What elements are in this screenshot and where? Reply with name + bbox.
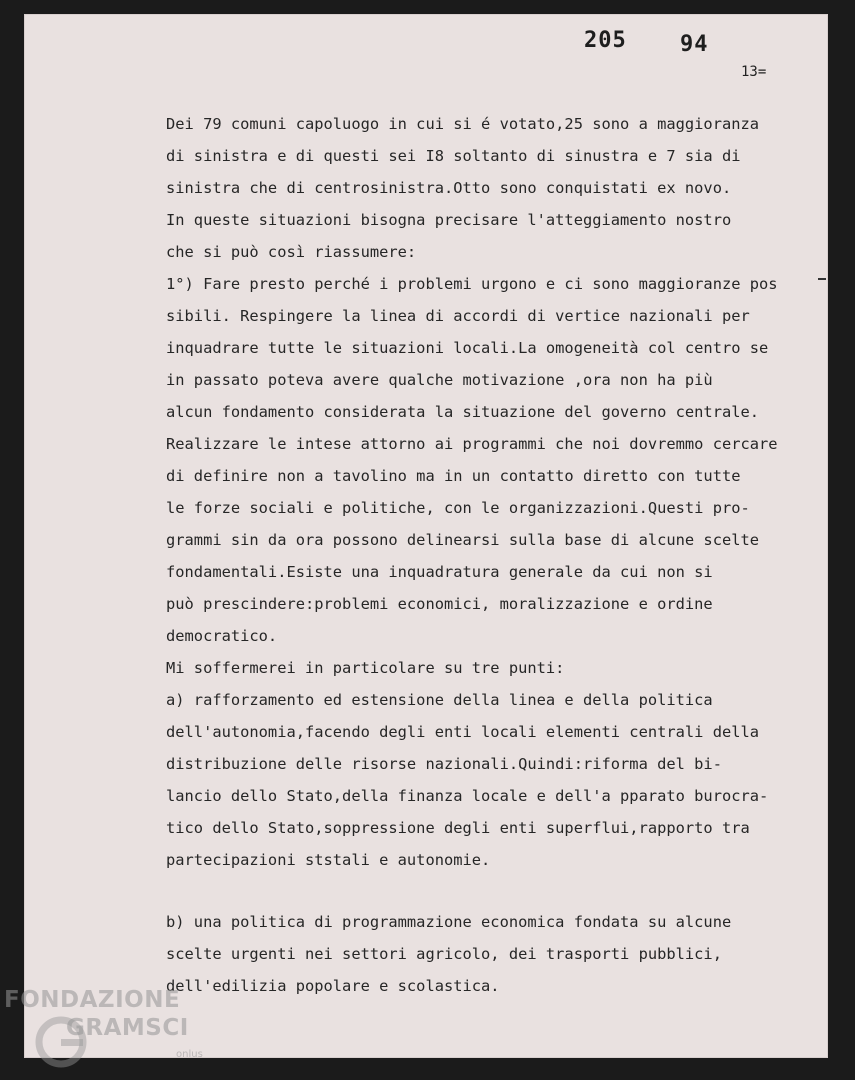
reference-number-2: 94 [680,32,709,57]
text-line: di definire non a tavolino ma in un contatto diretto con tutte [166,467,741,485]
text-line: In queste situazioni bisogna precisare l'atteggiamento nostro [166,211,732,229]
text-line: dell'edilizia popolare e scolastica. [166,977,500,995]
text-line: di sinistra e di questi sei I8 soltanto di sinustra e 7 sia di [166,147,741,165]
text-line: Realizzare le intese attorno ai programmi che noi dovremmo cercare [166,435,778,453]
foundation-watermark [4,985,214,1080]
text-line: a) rafforzamento ed estensione della linea e della politica [166,691,713,709]
text-line: Mi soffermerei in particolare su tre punti: [166,659,565,677]
text-line: b) una politica di programmazione economica fondata su alcune [166,913,732,931]
text-line: può prescindere:problemi economici, moralizzazione e ordine [166,595,713,613]
text-line: democratico. [166,627,278,645]
text-line: sinistra che di centrosinistra.Otto sono conquistati ex novo. [166,179,732,197]
watermark-line-1: FONDAZIONE [4,987,181,1013]
typed-text-body [166,108,816,1002]
text-line: che si può così riassumere: [166,243,417,261]
text-line: Dei 79 comuni capoluogo in cui si é votato,25 sono a maggioranza [166,115,760,133]
text-line: inquadrare tutte le situazioni locali.La omogeneità col centro se [166,339,769,357]
page-number: 13= [741,64,767,80]
text-line: fondamentali.Esiste una inquadratura generale da cui non si [166,563,713,581]
text-line: alcun fondamento considerata la situazione del governo centrale. [166,403,760,421]
watermark-line-2: GRAMSCI [66,1015,189,1041]
document-page [24,14,828,1058]
margin-hyphen-mark [818,278,826,280]
text-line: 1°) Fare presto perché i problemi urgono e ci sono maggioranze pos [166,275,778,293]
text-line: partecipazioni ststali e autonomie. [166,851,491,869]
text-line: grammi sin da ora possono delinearsi sulla base di alcune scelte [166,531,760,549]
text-line: le forze sociali e politiche, con le organizzazioni.Questi pro- [166,499,750,517]
text-line: in passato poteva avere qualche motivazione ,ora non ha più [166,371,713,389]
text-line: scelte urgenti nei settori agricolo, dei trasporti pubblici, [166,945,722,963]
text-line: distribuzione delle risorse nazionali.Quindi:riforma del bi- [166,755,722,773]
paragraph-gap [166,876,816,906]
watermark-line-3: onlus [176,1049,203,1060]
reference-number-1: 205 [584,28,627,53]
text-line: tico dello Stato,soppressione degli enti superflui,rapporto tra [166,819,750,837]
text-line: lancio dello Stato,della finanza locale e dell'a pparato burocra- [166,787,769,805]
text-line: sibili. Respingere la linea di accordi di vertice nazionali per [166,307,750,325]
text-line: dell'autonomia,facendo degli enti locali elementi centrali della [166,723,760,741]
